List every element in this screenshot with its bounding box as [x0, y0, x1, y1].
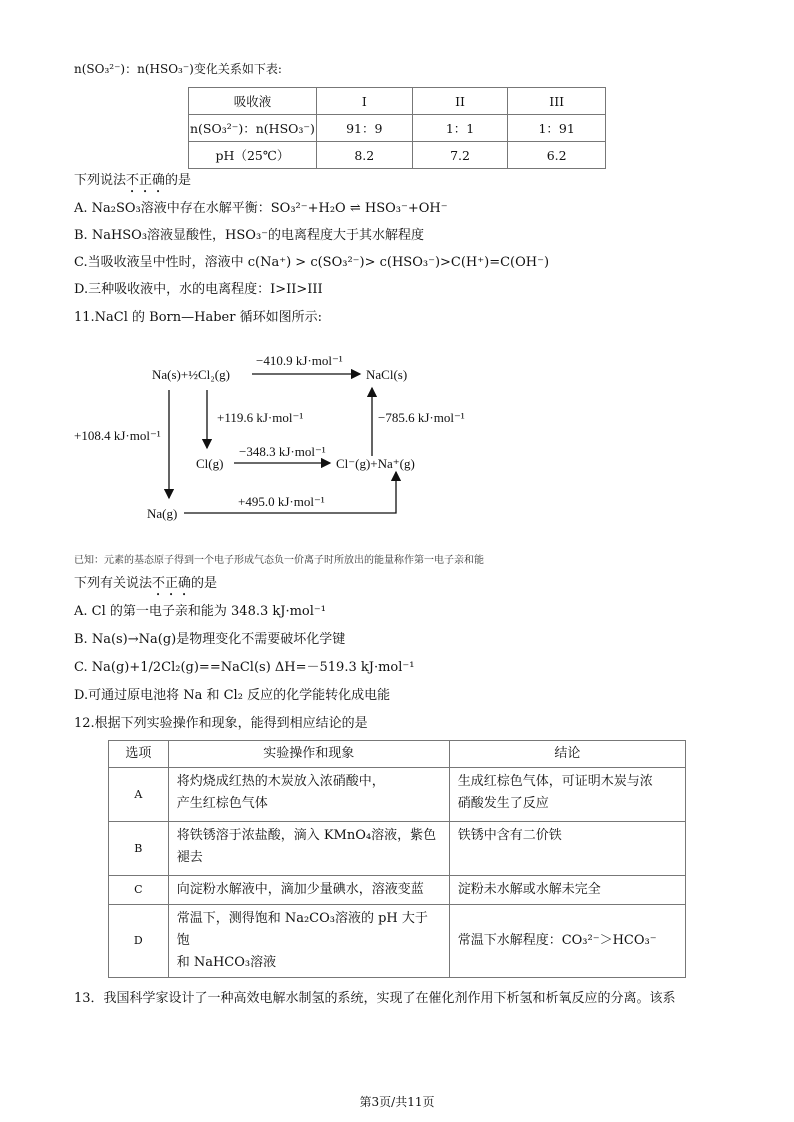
- table-cell: 7.2: [412, 142, 508, 169]
- option-c: C.当吸收液呈中性时，溶液中 c(Na⁺) > c(SO₃²⁻)> c(HSO₃⁻)>C(H⁺)=C(OH⁻): [74, 255, 550, 270]
- option-b: B. NaHSO₃溶液显酸性，HSO₃⁻的电离程度大于其水解程度: [74, 228, 425, 243]
- species-nacl-solid: NaCl(s): [366, 367, 408, 382]
- header-cell: II: [412, 88, 508, 115]
- energy-ionization: +495.0 kJ·mol⁻¹: [238, 494, 325, 509]
- operation-cell: 将灼烧成红热的木炭放入浓硝酸中， 产生红棕色气体: [168, 768, 449, 822]
- option-a: A. Cl 的第一电子亲和能为 348.3 kJ·mol⁻¹: [74, 604, 326, 619]
- question-stem: 下列说法不正确的是: [74, 173, 192, 188]
- energy-electron-affinity: −348.3 kJ·mol⁻¹: [239, 444, 326, 459]
- table-row: [109, 768, 686, 822]
- emphasis-text: 不正确: [152, 576, 192, 591]
- option-label: A: [109, 768, 169, 822]
- operation-cell: 向淀粉水解液中，滴加少量碘水，溶液变蓝: [168, 876, 449, 905]
- operation-cell: 常温下，测得饱和 Na₂CO₃溶液的 pH 大于饱 和 NaHCO₃溶液: [168, 905, 449, 978]
- table-cell: 1：91: [508, 115, 606, 142]
- option-b: B. Na(s)→Na(g)是物理变化不需要破坏化学键: [74, 632, 346, 647]
- header-cell: 吸收液: [189, 88, 317, 115]
- conclusion-cell: 铁锈中含有二价铁: [449, 822, 685, 876]
- energy-atomization: +119.6 kJ·mol⁻¹: [217, 410, 304, 425]
- option-label: D: [109, 905, 169, 978]
- conclusion-cell: 生成红棕色气体，可证明木炭与浓 硝酸发生了反应: [449, 768, 685, 822]
- table-cell: 6.2: [508, 142, 606, 169]
- experiment-table: [108, 740, 686, 978]
- table-row: [109, 876, 686, 905]
- table-cell: 1：1: [412, 115, 508, 142]
- emphasis-text: 不正确: [126, 173, 166, 188]
- option-c: C. Na(g)+1/2Cl₂(g)==NaCl(s) ΔH=－519.3 kJ·mol⁻¹: [74, 660, 415, 675]
- header-cell: 实验操作和现象: [168, 741, 449, 768]
- table-cell: 91：9: [316, 115, 412, 142]
- option-label: B: [109, 822, 169, 876]
- option-a: A. Na₂SO₃溶液中存在水解平衡：SO₃²⁻+H₂O ⇌ HSO₃⁻+OH⁻: [74, 201, 448, 216]
- species-cl-gas: Cl(g): [196, 456, 224, 471]
- species-na-gas: Na(g): [147, 506, 178, 521]
- option-label: C: [109, 876, 169, 905]
- page-footer: 第3页/共11页: [359, 1095, 435, 1109]
- born-haber-diagram: [74, 346, 494, 526]
- header-cell: 结论: [449, 741, 685, 768]
- option-d: D.三种吸收液中，水的电离程度：I>II>III: [74, 282, 323, 297]
- operation-cell: 将铁锈溶于浓盐酸，滴入 KMnO₄溶液，紫色 褪去: [168, 822, 449, 876]
- table-cell: pH（25℃）: [189, 142, 317, 169]
- species-ions: Cl⁻(g)+Na⁺(g): [336, 456, 415, 471]
- table-row: [109, 905, 686, 978]
- question-stem: 下列有关说法不正确的是: [74, 576, 218, 591]
- conclusion-cell: 常温下水解程度：CO₃²⁻＞HCO₃⁻: [449, 905, 685, 978]
- energy-formation: −410.9 kJ·mol⁻¹: [256, 353, 343, 368]
- table-row: [109, 822, 686, 876]
- question-title: 13．我国科学家设计了一种高效电解水制氢的系统，实现了在催化剂作用下析氢和析氧反应的分离。该系: [74, 991, 676, 1006]
- option-d: D.可通过原电池将 Na 和 Cl₂ 反应的化学能转化成电能: [74, 688, 391, 703]
- note-text: 已知：元素的基态原子得到一个电子形成气态负一价离子时所放出的能量称作第一电子亲和能: [74, 555, 484, 566]
- header-cell: 选项: [109, 741, 169, 768]
- header-cell: III: [508, 88, 606, 115]
- header-cell: I: [316, 88, 412, 115]
- absorbent-table: [188, 87, 606, 169]
- species-start: Na(s)+½Cl₂(g): [152, 367, 230, 382]
- table-cell: n(SO₃²⁻)：n(HSO₃⁻): [189, 115, 317, 142]
- energy-sublimation: +108.4 kJ·mol⁻¹: [74, 428, 161, 443]
- table-intro: n(SO₃²⁻)：n(HSO₃⁻)变化关系如下表:: [74, 62, 282, 76]
- question-title: 12.根据下列实验操作和现象，能得到相应结论的是: [74, 716, 368, 731]
- table-cell: 8.2: [316, 142, 412, 169]
- conclusion-cell: 淀粉未水解或水解未完全: [449, 876, 685, 905]
- question-title: 11.NaCl 的 Born—Haber 循环如图所示:: [74, 310, 322, 325]
- energy-lattice: −785.6 kJ·mol⁻¹: [378, 410, 465, 425]
